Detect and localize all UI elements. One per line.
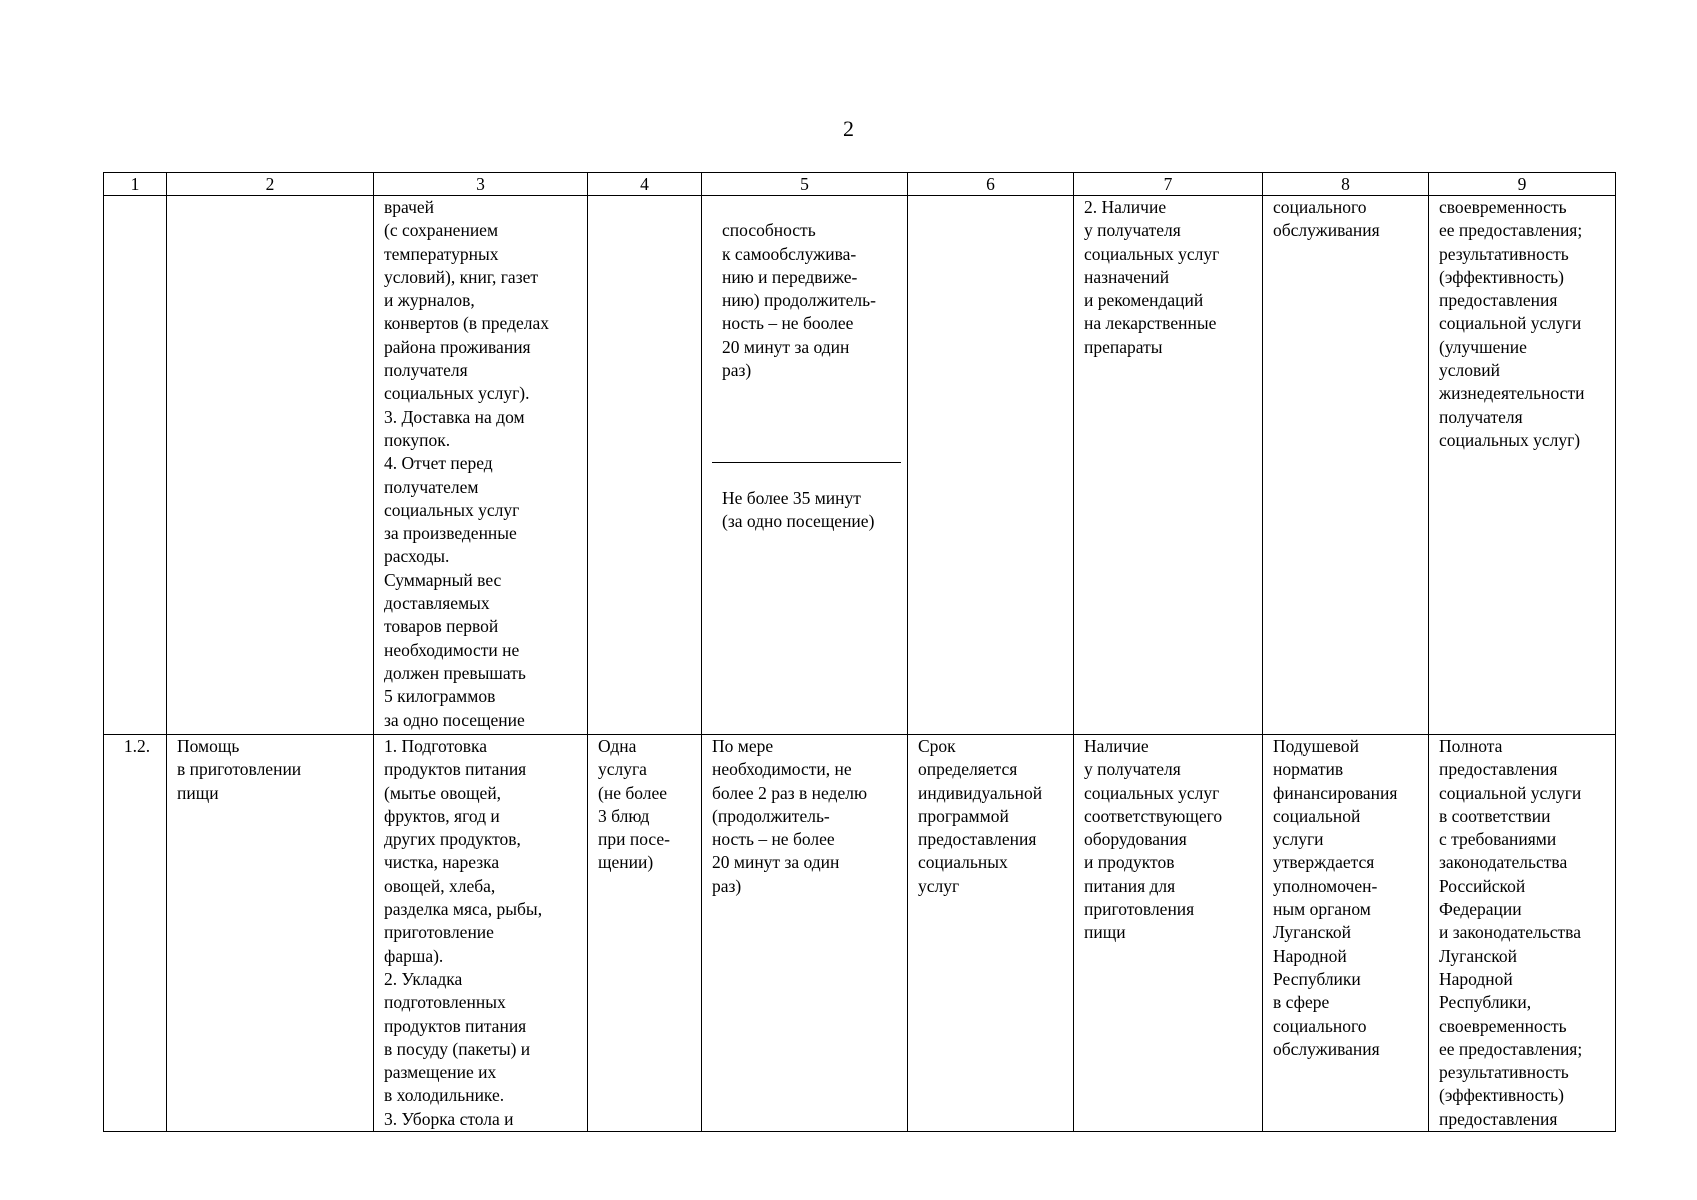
frequency-text: способность к самообслужива- нию и передвиже- нию) продолжитель- ность – не боолее 20 минут за один раз) bbox=[712, 219, 901, 463]
table-header-row bbox=[104, 173, 1616, 196]
column-header: 6 bbox=[908, 173, 1074, 196]
table-row bbox=[104, 735, 1616, 1132]
table-row bbox=[104, 196, 1616, 735]
column-header: 5 bbox=[702, 173, 908, 196]
table-cell-number: 1.2. bbox=[104, 735, 167, 1132]
table-cell-service-name bbox=[167, 196, 374, 735]
table-cell-term: Срок определяется индивидуальной программой предоставления социальных услуг bbox=[908, 735, 1074, 1132]
table-cell-frequency bbox=[702, 196, 908, 735]
frequency-limit-text: Не более 35 минут (за одно посещение) bbox=[722, 487, 875, 531]
table-cell-service-name: Помощь в приготовлении пищи bbox=[167, 735, 374, 1132]
table-cell-norm: Подушевой норматив финансирования социальной услуги утверждается уполномочен- ным органом Луганской Народной Республики в сфере социального обслуживания bbox=[1263, 735, 1429, 1132]
table-cell-frequency: По мере необходимости, не более 2 раз в неделю (продолжитель- ность – не более 20 минут за один раз) bbox=[702, 735, 908, 1132]
table-cell-conditions: Наличие у получателя социальных услуг соответствующего оборудования и продуктов питания для приготовления пищи bbox=[1074, 735, 1263, 1132]
table-cell-volume: Одна услуга (не более 3 блюд при посе- щении) bbox=[588, 735, 702, 1132]
table-cell-volume bbox=[588, 196, 702, 735]
table-cell-quality: Полнота предоставления социальной услуги в соответствии с требованиями законодательства Российской Федерации и законодательства Луганской Народной Республики, своевременность ее предоставления; результативность (эффективность) предоставления bbox=[1429, 735, 1616, 1132]
table-cell-quality: своевременность ее предоставления; результативность (эффективность) предоставления социальной услуги (улучшение условий жизнедеятельности получателя социальных услуг) bbox=[1429, 196, 1616, 735]
column-header: 9 bbox=[1429, 173, 1616, 196]
table-cell-conditions: 2. Наличие у получателя социальных услуг назначений и рекомендаций на лекарственные препараты bbox=[1074, 196, 1263, 735]
services-table bbox=[103, 172, 1616, 1132]
table-cell-term bbox=[908, 196, 1074, 735]
table-cell-service-content: врачей (с сохранением температурных условий), книг, газет и журналов, конвертов (в пределах района проживания получателя социальных услуг). 3. Доставка на дом покупок. 4. Отчет перед получателем социальных услуг за произведенные расходы. Суммарный вес доставляемых товаров первой необходимости не должен превышать 5 килограммов за одно посещение bbox=[374, 196, 588, 735]
column-header: 7 bbox=[1074, 173, 1263, 196]
table-cell-number bbox=[104, 196, 167, 735]
table-cell-norm: социального обслуживания bbox=[1263, 196, 1429, 735]
column-header: 1 bbox=[104, 173, 167, 196]
table-cell-service-content: 1. Подготовка продуктов питания (мытье овощей, фруктов, ягод и других продуктов, чистка, нарезка овощей, хлеба, разделка мяса, рыбы, приготовление фарша). 2. Укладка подготовленных продуктов питания в посуду (пакеты) и размещение их в холодильнике. 3. Уборка стола и bbox=[374, 735, 588, 1132]
column-header: 2 bbox=[167, 173, 374, 196]
page-number: 2 bbox=[843, 116, 854, 141]
column-header: 8 bbox=[1263, 173, 1429, 196]
column-header: 4 bbox=[588, 173, 702, 196]
column-header: 3 bbox=[374, 173, 588, 196]
